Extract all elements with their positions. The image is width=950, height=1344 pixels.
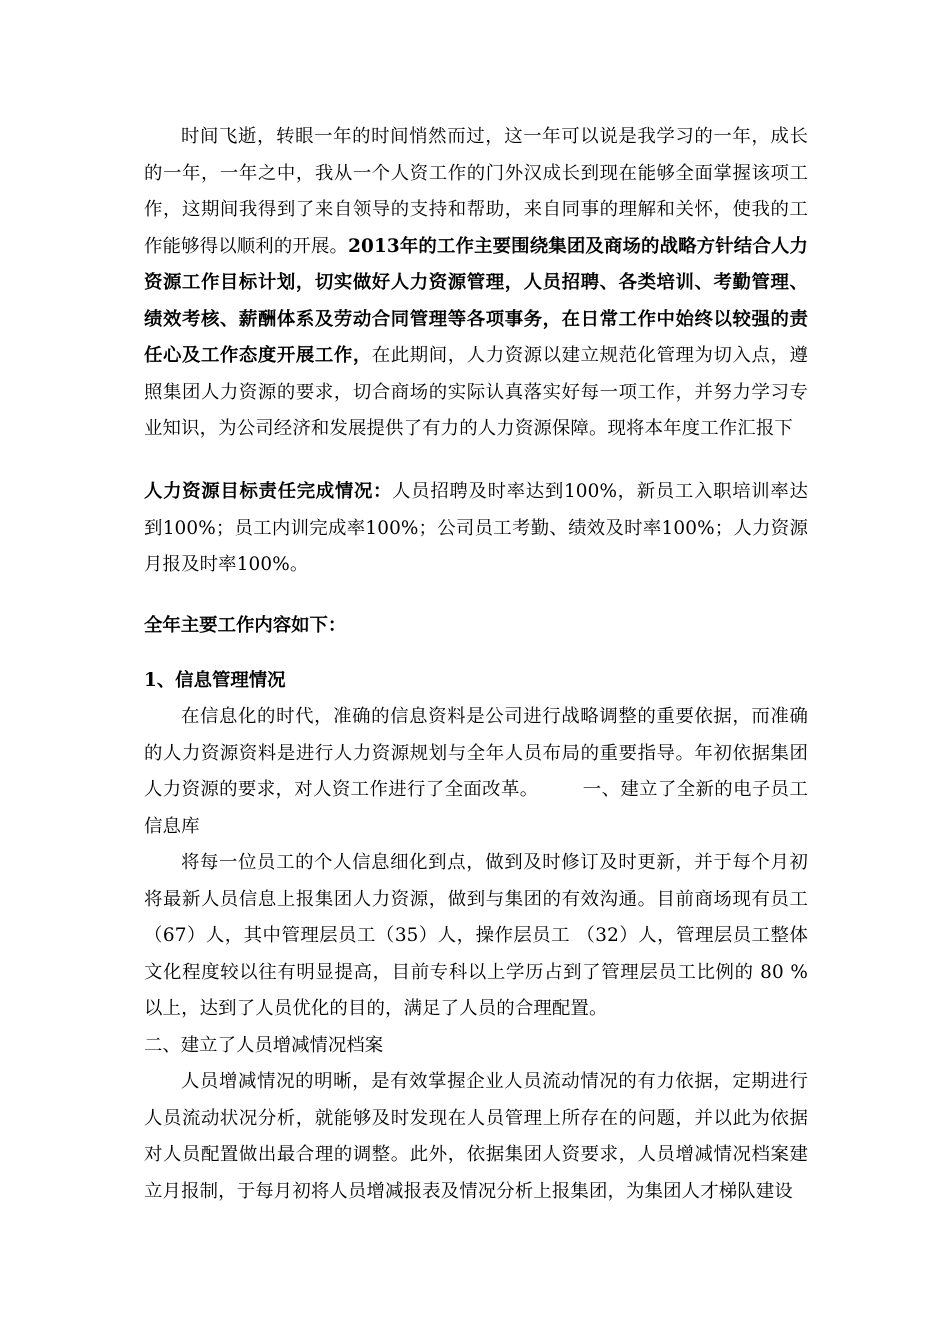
- target-label: 人力资源目标责任完成情况：: [144, 481, 393, 502]
- intro-paragraph: [144, 119, 808, 448]
- section1-paragraph-1: [144, 699, 808, 845]
- target-paragraph: [144, 474, 808, 584]
- section1-p1b: 一、建立了全新的电子员工信息库: [144, 779, 808, 837]
- section1-p1a: 在信息化的时代，准确的信息资料是公司进行战略调整的重要依据，而准确的人力资源资料是进行人力资源规划与全年人员布局的重要指导。年初依据集团人力资源的要求，对人资工作进行了全面改革。: [144, 706, 808, 800]
- section1-heading: 1、信息管理情况: [144, 670, 286, 691]
- target-text: 人员招聘及时率达到100%，新员工入职培训率达到100%；员工内训完成率100%；公司员工考勤、绩效及时率100%；人力资源月报及时率100%。: [144, 481, 809, 575]
- intro-text: 时间飞逝，转眼一年的时间悄然而过，这一年可以说是我学习的一年，成长的一年，一年之中，我从一个人资工作的门外汉成长到现在能够全面掌握该项工作，这期间我得到了来自领导的支持和帮助，来自同事的理解和关怀，使我的工作能够得以顺利的开展。: [144, 126, 808, 257]
- intro-bold-text: 2013年的工作主要围绕集团及商场的战略方针结合人力资源工作目标计划，切实做好人力资源管理，人员招聘、各类培训、考勤管理、绩效考核、薪酬体系及劳动合同管理等各项事务，在日常工作中始终以较强的责任心及工作态度开展工作，: [144, 235, 808, 366]
- intro-tail-text: 在此期间，人力资源以建立规范化管理为切入点，遵照集团人力资源的要求，切合商场的实际认真落实好每一项工作，并努力学习专业知识，为公司经济和发展提供了有力的人力资源保障。现将本年度工作汇报下: [144, 345, 808, 439]
- section1-paragraph-2: 将每一位员工的个人信息细化到点，做到及时修订及时更新，并于每个月初将最新人员信息上报集团人力资源，做到与集团的有效沟通。目前商场现有员工（67）人，其中管理层员工（35）人，操作层员工 （32）人，管理层员工整体文化程度较以往有明显提高，目前专科以上学历占到了管理层员工比例的 80 %以上，达到了人员优化的目的，满足了人员的合理配置。: [144, 852, 808, 1019]
- main-heading: 全年主要工作内容如下：: [144, 615, 347, 636]
- section2-paragraph-1: 人员增减情况的明晰，是有效掌握企业人员流动情况的有力依据，定期进行人员流动状况分析，就能够及时发现在人员管理上所存在的问题，并以此为依据对人员配置做出最合理的调整。此外，依据集团人资要求，人员增减情况档案建立月报制，于每月初将人员增减报表及情况分析上报集团，为集团人才梯队建设: [144, 1071, 808, 1202]
- section2-heading: 二、建立了人员增减情况档案: [144, 1035, 384, 1056]
